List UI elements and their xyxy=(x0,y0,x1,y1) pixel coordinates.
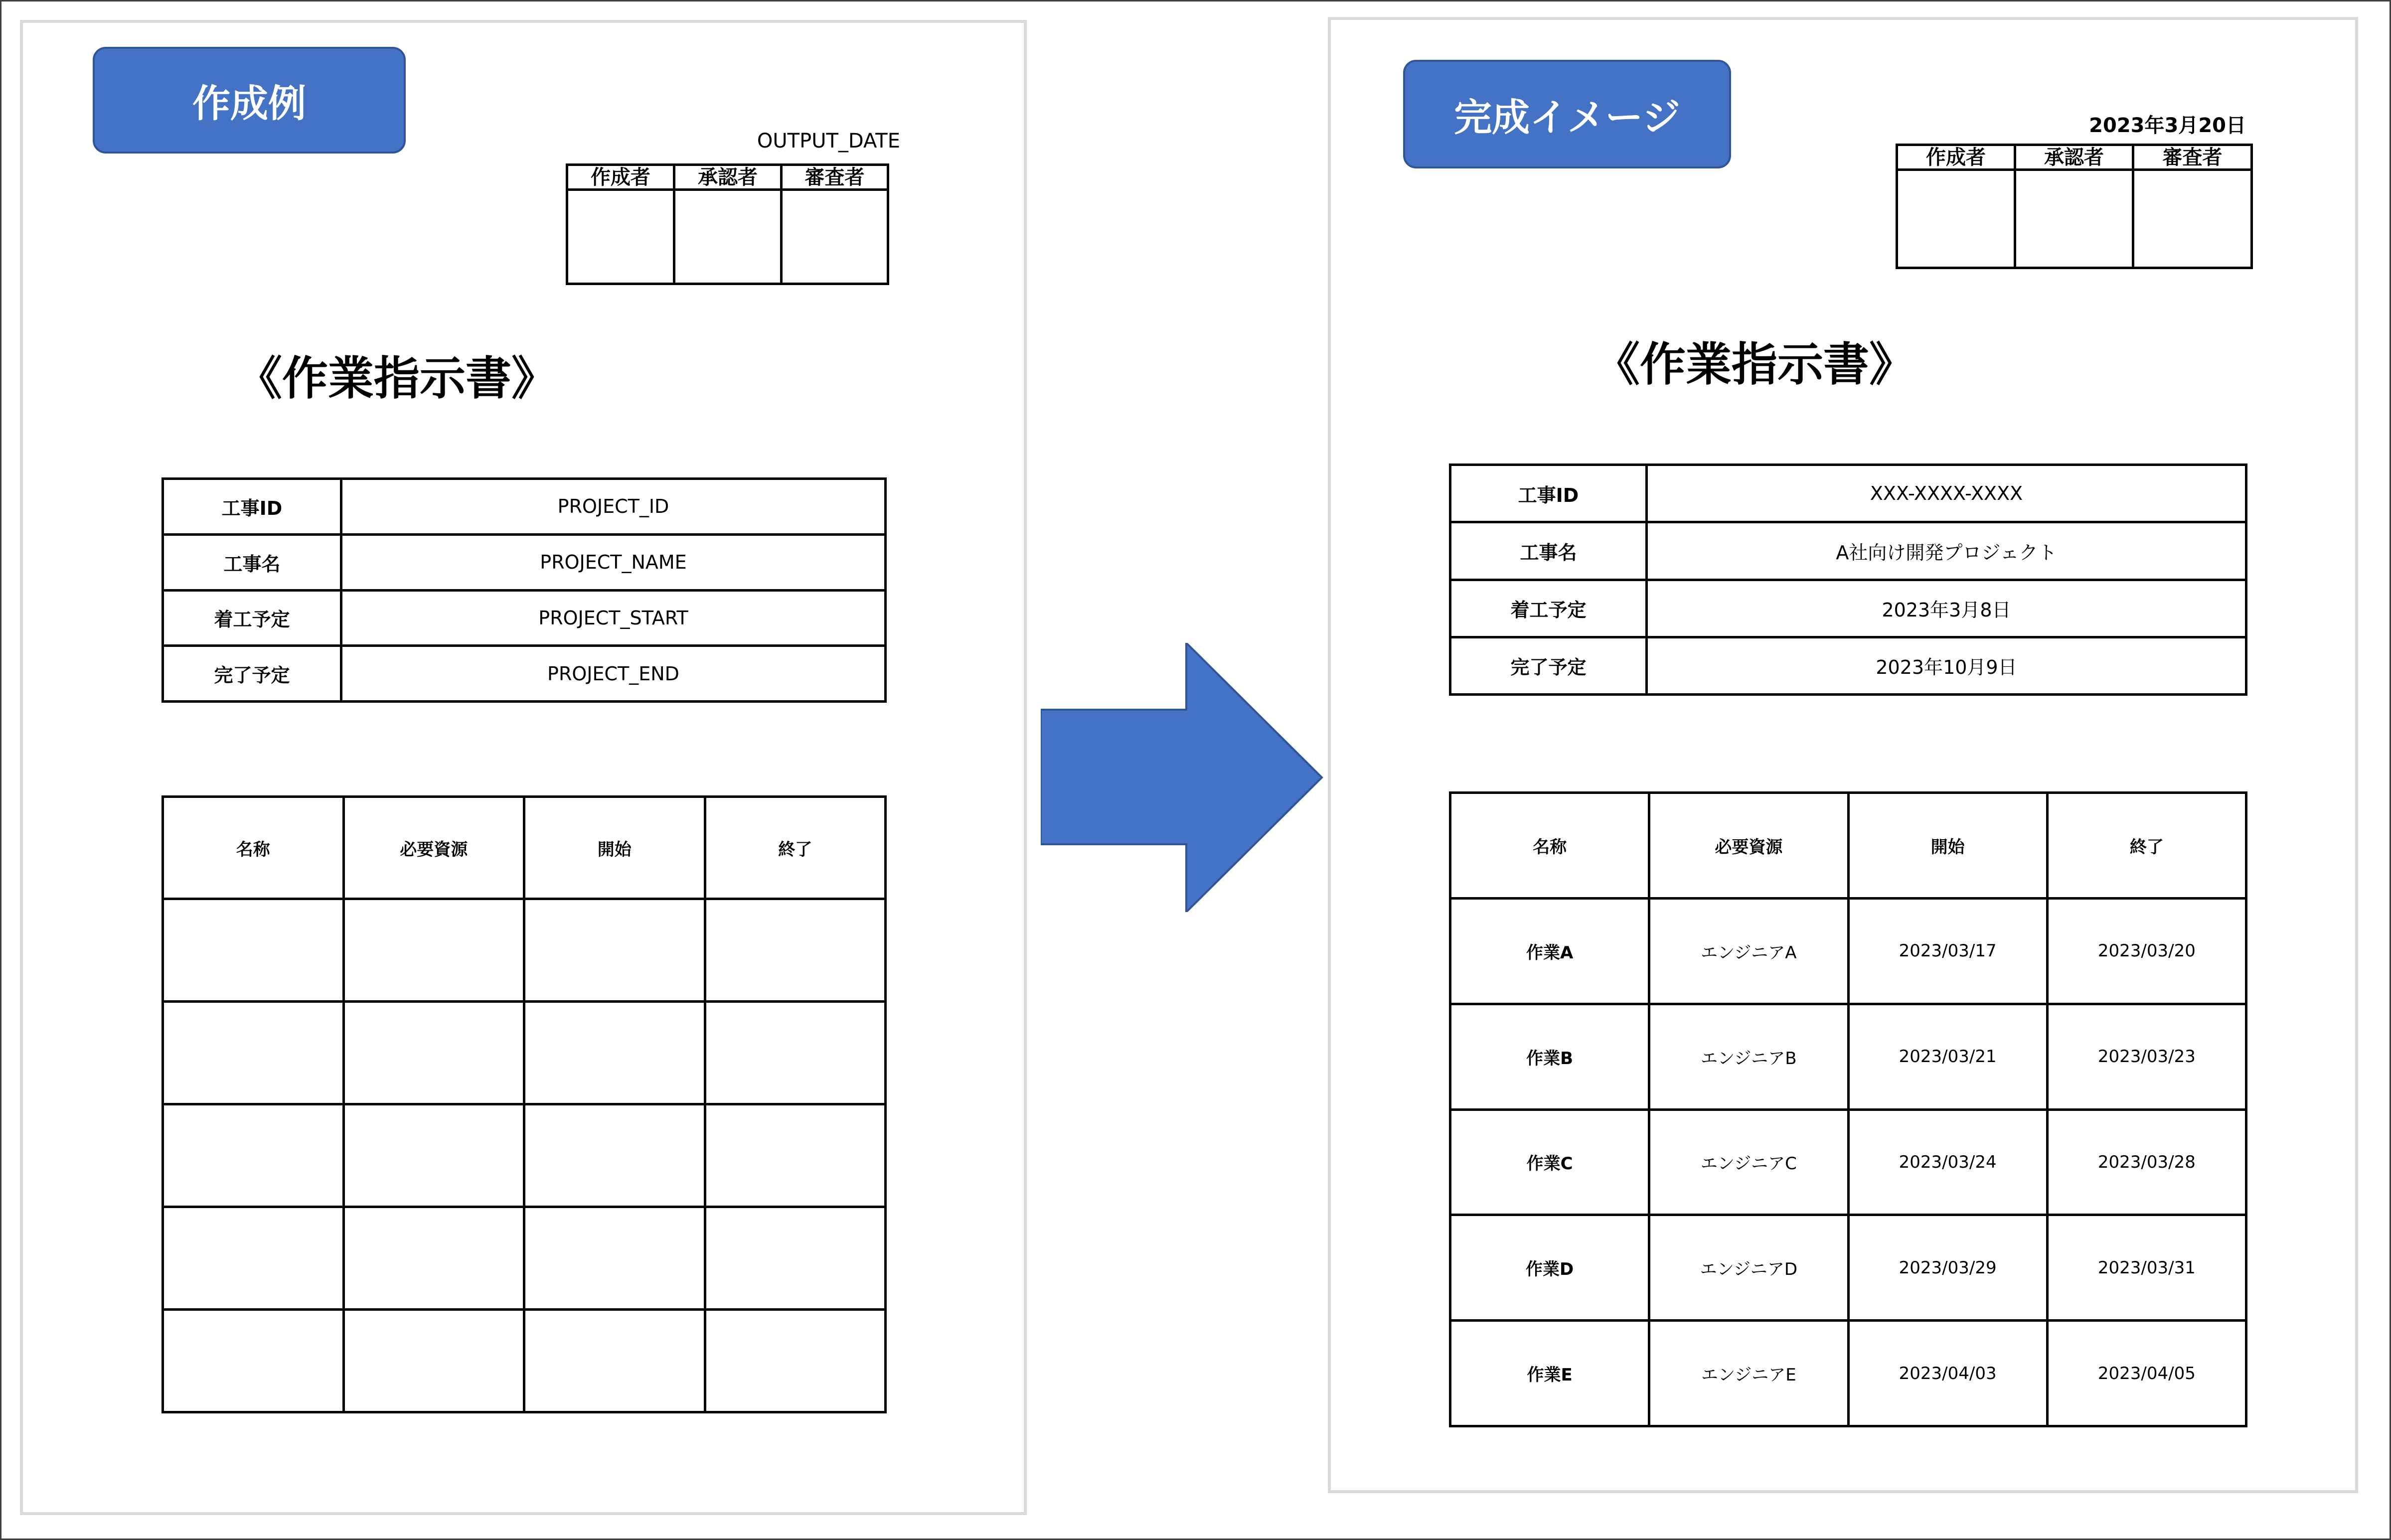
task-header-start: 開始 xyxy=(1848,793,2047,899)
task-name: 作業D xyxy=(1450,1215,1649,1321)
task-header-name: 名称 xyxy=(163,797,344,899)
info-label: 着工予定 xyxy=(163,590,341,646)
task-resource: エンジニアC xyxy=(1649,1109,1848,1215)
approval-header-reviewer: 審査者 xyxy=(782,165,888,190)
approval-header-approver: 承認者 xyxy=(674,165,782,190)
task-table xyxy=(161,795,887,1413)
info-label: 工事名 xyxy=(1450,522,1647,580)
project-info-table xyxy=(1449,463,2247,696)
task-header-end: 終了 xyxy=(705,797,886,899)
task-cell xyxy=(524,1104,705,1207)
task-cell xyxy=(705,1002,886,1104)
info-label: 工事ID xyxy=(163,479,341,535)
task-name: 作業B xyxy=(1450,1004,1649,1109)
info-value: 2023年3月8日 xyxy=(1647,580,2246,637)
task-start: 2023/03/24 xyxy=(1848,1109,2047,1215)
task-header-name: 名称 xyxy=(1450,793,1649,899)
task-cell xyxy=(343,1310,524,1412)
task-end: 2023/03/31 xyxy=(2047,1215,2246,1321)
result-page xyxy=(1328,17,2358,1493)
table-row xyxy=(1450,899,2246,1004)
table-row xyxy=(163,899,886,1002)
table-row xyxy=(1450,1109,2246,1215)
info-value: PROJECT_START xyxy=(341,590,886,646)
info-label: 完了予定 xyxy=(163,646,341,702)
stamp-cell xyxy=(674,190,782,284)
task-end: 2023/03/20 xyxy=(2047,899,2246,1004)
table-row xyxy=(163,1207,886,1310)
task-cell xyxy=(705,1104,886,1207)
info-value: PROJECT_NAME xyxy=(341,534,886,590)
table-row xyxy=(1450,1004,2246,1109)
task-end: 2023/04/05 xyxy=(2047,1321,2246,1426)
task-cell xyxy=(524,1207,705,1310)
approval-table xyxy=(566,163,889,285)
task-table xyxy=(1449,791,2247,1427)
task-start: 2023/04/03 xyxy=(1848,1321,2047,1426)
approval-table xyxy=(1896,144,2253,269)
arrow-shape xyxy=(1041,643,1322,912)
table-row xyxy=(1450,1321,2246,1426)
info-value: 2023年10月9日 xyxy=(1647,637,2246,694)
template-label: 作成例 xyxy=(93,47,406,154)
task-resource: エンジニアD xyxy=(1649,1215,1848,1321)
task-start: 2023/03/21 xyxy=(1848,1004,2047,1109)
task-header-end: 終了 xyxy=(2047,793,2246,899)
result-label: 完成イメージ xyxy=(1403,60,1731,168)
info-label: 工事名 xyxy=(163,534,341,590)
task-cell xyxy=(163,1002,344,1104)
task-end: 2023/03/28 xyxy=(2047,1109,2246,1215)
task-resource: エンジニアE xyxy=(1649,1321,1848,1426)
output-date-placeholder: OUTPUT_DATE xyxy=(757,130,900,153)
task-cell xyxy=(343,899,524,1002)
approval-header-reviewer: 審査者 xyxy=(2133,145,2252,170)
document-title: 《作業指示書》 xyxy=(1594,338,1915,391)
table-row xyxy=(1450,1215,2246,1321)
task-cell xyxy=(343,1207,524,1310)
task-cell xyxy=(524,899,705,1002)
task-name: 作業A xyxy=(1450,899,1649,1004)
task-header-resource: 必要資源 xyxy=(343,797,524,899)
output-date: 2023年3月20日 xyxy=(2089,114,2246,137)
task-cell xyxy=(705,899,886,1002)
task-start: 2023/03/17 xyxy=(1848,899,2047,1004)
stamp-cell xyxy=(2133,170,2252,268)
template-page xyxy=(20,20,1027,1515)
task-cell xyxy=(343,1002,524,1104)
task-cell xyxy=(524,1310,705,1412)
task-cell xyxy=(705,1207,886,1310)
approval-header-creator: 作成者 xyxy=(1897,145,2015,170)
task-name: 作業C xyxy=(1450,1109,1649,1215)
task-name: 作業E xyxy=(1450,1321,1649,1426)
task-cell xyxy=(163,1310,344,1412)
info-label: 着工予定 xyxy=(1450,580,1647,637)
task-cell xyxy=(163,1104,344,1207)
project-info-table xyxy=(161,477,887,703)
approval-header-creator: 作成者 xyxy=(567,165,674,190)
info-value: PROJECT_END xyxy=(341,646,886,702)
stamp-cell xyxy=(2015,170,2133,268)
task-cell xyxy=(163,899,344,1002)
task-header-resource: 必要資源 xyxy=(1649,793,1848,899)
info-value: A社向け開発プロジェクト xyxy=(1647,522,2246,580)
task-resource: エンジニアB xyxy=(1649,1004,1848,1109)
task-cell xyxy=(343,1104,524,1207)
table-row xyxy=(163,1310,886,1412)
document-title: 《作業指示書》 xyxy=(236,352,557,405)
info-label: 完了予定 xyxy=(1450,637,1647,694)
stamp-cell xyxy=(782,190,888,284)
approval-header-approver: 承認者 xyxy=(2015,145,2133,170)
info-label: 工事ID xyxy=(1450,465,1647,522)
stamp-cell xyxy=(1897,170,2015,268)
task-resource: エンジニアA xyxy=(1649,899,1848,1004)
task-cell xyxy=(163,1207,344,1310)
info-value: PROJECT_ID xyxy=(341,479,886,535)
task-cell xyxy=(524,1002,705,1104)
stamp-cell xyxy=(567,190,674,284)
info-value: XXX-XXXX-XXXX xyxy=(1647,465,2246,522)
table-row xyxy=(163,1104,886,1207)
task-header-start: 開始 xyxy=(524,797,705,899)
task-end: 2023/03/23 xyxy=(2047,1004,2246,1109)
task-start: 2023/03/29 xyxy=(1848,1215,2047,1321)
right-arrow-icon xyxy=(1041,643,1325,912)
table-row xyxy=(163,1002,886,1104)
task-cell xyxy=(705,1310,886,1412)
